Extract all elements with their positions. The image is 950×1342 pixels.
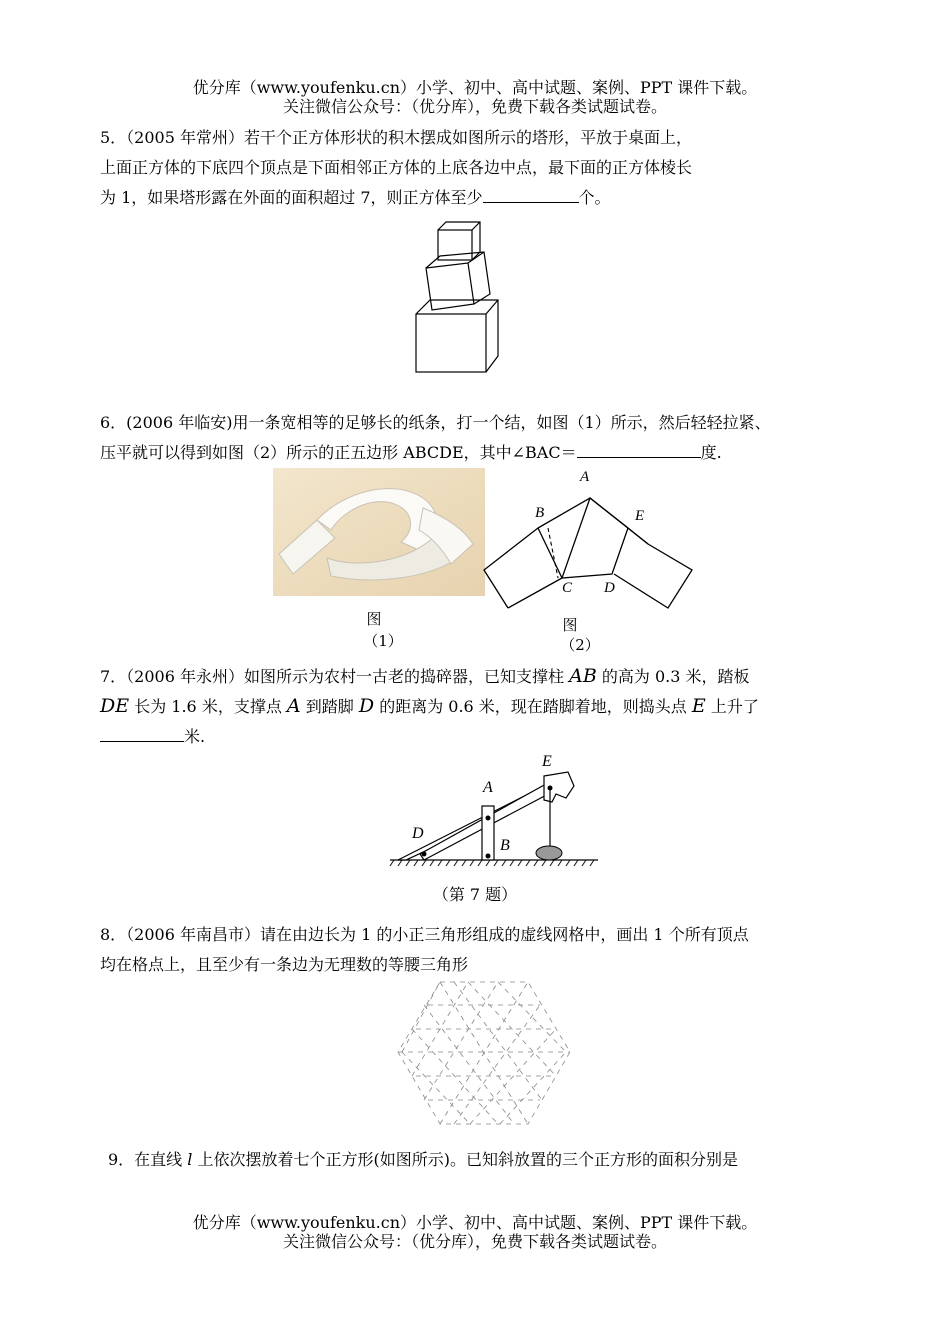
q6-line-1: 6．(2006 年临安)用一条宽相等的足够长的纸条，打一个结，如图（1）所示，然后轻轻拉紧、 [100,413,771,432]
q7-label-e: E [542,753,552,770]
q7-var-d: D [358,695,375,717]
q6-line-2 [100,443,722,463]
q6-fig1-caption-a: 图 [366,610,382,628]
q7-var-e: E [691,695,706,717]
q7-label-d: D [412,825,424,842]
q7-line-3 [100,727,205,747]
q7-label-a: A [483,779,493,796]
q5-line-3a: 为 1，如果塔形露在外面的面积超过 7，则正方体至少 [100,188,483,207]
q6-label-d: D [604,580,615,596]
q5-line-1: 5．（2005 年常州）若干个正方体形状的积木摆成如图所示的塔形，平放于桌面上， [100,128,692,147]
header-line-1: 优分库（www.youfenku.cn）小学、初中、高中试题、案例、PPT 课件下载。 [192,78,758,97]
q7-line-1b: 的高为 0.3 米，踏板 [601,667,750,686]
q7-var-de: DE [100,695,130,717]
q6-label-b: B [535,505,545,521]
q7-line-1 [100,666,750,687]
q6-line-2b: 度. [700,443,722,462]
q9-line-1b: 上依次摆放着七个正方形(如图所示)。已知斜放置的三个正方形的面积分别是 [197,1150,738,1169]
q8-line-2: 均在格点上，且至少有一条边为无理数的等腰三角形 [100,955,469,974]
q6-fig1-caption-b: （1） [363,632,403,650]
q8-line-1: 8．（2006 年南昌市）请在由边长为 1 的小正三角形组成的虚线网格中，画出 1 个所有顶点 [100,925,749,944]
q5-cube-tower-figure [410,218,502,376]
q6-paper-knot-photo [273,468,485,596]
q6-line-2a: 压平就可以得到如图（2）所示的正五边形 ABCDE，其中∠BAC＝ [100,443,577,462]
q6-pentagon-knot-figure [480,466,700,618]
q6-label-a: A [580,469,590,485]
q7-pounder-figure [388,750,600,870]
footer-line-2: 关注微信公众号：（优分库），免费下载各类试题试卷。 [282,1232,667,1251]
q5-line-3 [100,188,611,208]
q9-line-1a: 9．在直线 [108,1150,183,1169]
q7-line-2 [100,696,759,717]
q7-line-1a: 7．（2006 年永州）如图所示为农村一古老的捣碎器，已知支撑柱 [100,667,564,686]
q6-answer-blank[interactable] [577,443,701,458]
q7-line-2a: 长为 1.6 米，支撑点 [134,697,282,716]
q7-line-2d: 上升了 [710,697,759,716]
q7-label-b: B [500,837,510,854]
q7-line-2c: 的距离为 0.6 米，现在踏脚着地，则捣头点 [379,697,687,716]
q5-line-2: 上面正方体的下底四个顶点是下面相邻正方体的上底各边中点，最下面的正方体棱长 [100,158,693,177]
q5-line-3b: 个。 [578,188,611,207]
q7-var-ab: AB [569,665,597,687]
q6-label-e: E [635,508,645,524]
q5-answer-blank[interactable] [483,188,579,203]
q8-triangle-grid-figure[interactable] [394,978,574,1128]
q7-line-2b: 到踏脚 [305,697,354,716]
q7-line-3-text: 米. [184,727,206,746]
q6-fig2-caption-a: 图 [562,616,578,634]
footer-line-1: 优分库（www.youfenku.cn）小学、初中、高中试题、案例、PPT 课件下载。 [192,1213,758,1232]
q7-answer-blank[interactable] [100,727,184,742]
header-line-2: 关注微信公众号：（优分库），免费下载各类试题试卷。 [282,97,667,116]
q6-fig2-caption-b: （2） [560,636,600,654]
q6-label-c: C [562,580,573,596]
q7-var-a: A [286,695,301,717]
q9-var-l: l [187,1150,193,1169]
q7-caption: （第 7 题） [432,885,518,904]
q9-line-1 [108,1150,738,1170]
